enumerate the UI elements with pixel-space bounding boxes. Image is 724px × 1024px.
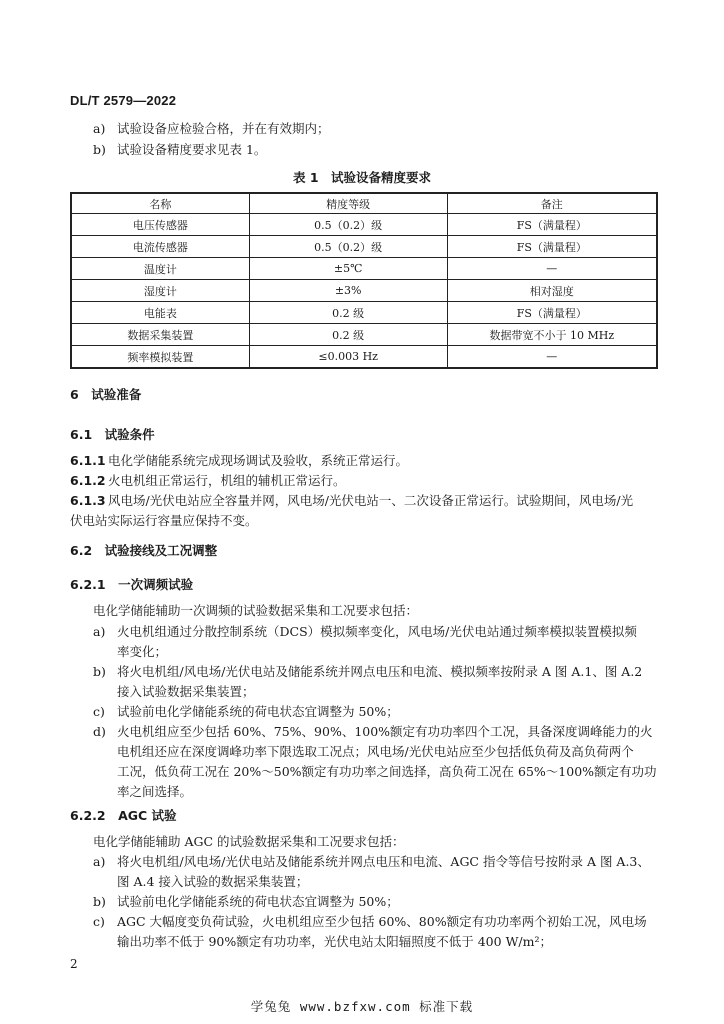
table-title: 表 1 试验设备精度要求 <box>292 170 432 185</box>
item-label: c) <box>93 914 105 929</box>
table-cell: 数据带宽不小于 10 MHz <box>447 324 657 346</box>
column-header: 精度等级 <box>249 193 447 214</box>
clause-text-continued: 伏电站实际运行容量应保持不变。 <box>70 513 258 528</box>
table-cell: — <box>447 258 657 280</box>
section-heading: 6.2.2 AGC 试验 <box>70 808 177 823</box>
clause-item <box>70 471 346 491</box>
table-cell: 温度计 <box>71 258 249 280</box>
clause-number: 6.1.2 <box>70 473 106 488</box>
item-text: 试验设备应检验合格，并在有效期内； <box>117 121 330 136</box>
item-label: b) <box>93 142 106 157</box>
item-text-continued: 接入试验数据采集装置； <box>117 684 255 699</box>
table-cell: 0.2 级 <box>249 302 447 324</box>
table-row <box>71 346 657 369</box>
clause-item <box>70 491 634 511</box>
table-row <box>71 236 657 258</box>
list-item <box>93 702 399 722</box>
table-row <box>71 258 657 280</box>
clause-text: 风电场/光伏电站应全容量并网，风电场/光伏电站一、二次设备正常运行。试验期间，风电场/光 <box>108 493 634 508</box>
column-header: 名称 <box>71 193 249 214</box>
list-item <box>93 722 653 742</box>
section-heading: 6.1 试验条件 <box>70 427 155 442</box>
list-item <box>93 892 399 912</box>
item-label: a) <box>93 624 106 639</box>
paragraph: 电化学储能辅助一次调频的试验数据采集和工况要求包括： <box>93 603 419 618</box>
item-label: b) <box>93 664 106 679</box>
table-cell: 0.2 级 <box>249 324 447 346</box>
clause-number: 6.1.3 <box>70 493 106 508</box>
clause-text: 火电机组正常运行，机组的辅机正常运行。 <box>108 473 346 488</box>
table-cell: 数据采集装置 <box>71 324 249 346</box>
item-label: b) <box>93 894 106 909</box>
section-heading: 6 试验准备 <box>70 387 142 402</box>
list-item <box>93 622 637 642</box>
table-cell: FS（满量程） <box>447 214 657 236</box>
table-cell: 频率模拟装置 <box>71 346 249 369</box>
clause-number: 6.1.1 <box>70 453 106 468</box>
item-text: 试验设备精度要求见表 1。 <box>117 142 267 157</box>
table-cell: FS（满量程） <box>447 302 657 324</box>
item-label: c) <box>93 704 105 719</box>
table-cell: 电能表 <box>71 302 249 324</box>
item-text: 将火电机组/风电场/光伏电站及储能系统并网点电压和电流、AGC 指令等信号按附录 A 图 A.3、 <box>117 854 650 869</box>
standard-code: DL/T 2579—2022 <box>70 93 177 108</box>
table-cell: — <box>447 346 657 369</box>
item-text: 试验前电化学储能系统的荷电状态宜调整为 50%； <box>117 704 399 719</box>
table-row <box>71 324 657 346</box>
table-cell: 0.5（0.2）级 <box>249 236 447 258</box>
list-item <box>93 662 643 682</box>
clause-item <box>70 451 409 471</box>
table-cell: 电压传感器 <box>71 214 249 236</box>
table-row <box>71 302 657 324</box>
item-text: AGC 大幅度变负荷试验，火电机组应至少包括 60%、80%额定有功功率两个初始工况，风电场 <box>117 914 647 929</box>
section-heading: 6.2.1 一次调频试验 <box>70 577 194 592</box>
item-text-continued: 率变化； <box>117 644 168 659</box>
item-label: d) <box>93 724 106 739</box>
column-header: 备注 <box>447 193 657 214</box>
item-text-continued: 率之间选择。 <box>117 784 193 799</box>
item-label: a) <box>93 121 106 136</box>
table-cell: 0.5（0.2）级 <box>249 214 447 236</box>
item-label: a) <box>93 854 106 869</box>
section-heading: 6.2 试验接线及工况调整 <box>70 543 218 558</box>
item-text: 将火电机组/风电场/光伏电站及储能系统并网点电压和电流、模拟频率按附录 A 图 A.1、图 A.2 <box>117 664 643 679</box>
item-text-continued: 输出功率不低于 90%额定有功功率，光伏电站太阳辐照度不低于 400 W/m²； <box>117 934 552 949</box>
watermark-text: 学兔兔 www.bzfxw.com 标准下载 <box>250 999 474 1014</box>
table-cell: 电流传感器 <box>71 236 249 258</box>
paragraph: 电化学储能辅助 AGC 的试验数据采集和工况要求包括： <box>93 834 405 849</box>
item-text: 火电机组应至少包括 60%、75%、90%、100%额定有功功率四个工况，具备深度调峰能力的火 <box>117 724 653 739</box>
item-text: 试验前电化学储能系统的荷电状态宜调整为 50%； <box>117 894 399 909</box>
table-cell: ±5℃ <box>249 258 447 280</box>
equipment-precision-table <box>70 192 658 369</box>
page-number: 2 <box>70 957 78 971</box>
table-cell: ≤0.003 Hz <box>249 346 447 369</box>
table-cell: FS（满量程） <box>447 236 657 258</box>
table-header-row <box>71 193 657 214</box>
table-row <box>71 280 657 302</box>
list-item <box>93 852 650 872</box>
item-text-continued: 电机组还应在深度调峰功率下限选取工况点；风电场/光伏电站应至少包括低负荷及高负荷两个 <box>117 744 634 759</box>
table-cell: ±3% <box>249 280 447 302</box>
table-cell: 湿度计 <box>71 280 249 302</box>
item-text: 火电机组通过分散控制系统（DCS）模拟频率变化，风电场/光伏电站通过频率模拟装置模拟频 <box>117 624 637 639</box>
item-text-continued: 工况，低负荷工况在 20%～50%额定有功功率之间选择，高负荷工况在 65%～100%额定有功功 <box>117 764 657 779</box>
table-row <box>71 214 657 236</box>
clause-text: 电化学储能系统完成现场调试及验收，系统正常运行。 <box>108 453 409 468</box>
list-item <box>93 912 647 932</box>
table-cell: 相对湿度 <box>447 280 657 302</box>
item-text-continued: 图 A.4 接入试验的数据采集装置； <box>117 874 309 889</box>
